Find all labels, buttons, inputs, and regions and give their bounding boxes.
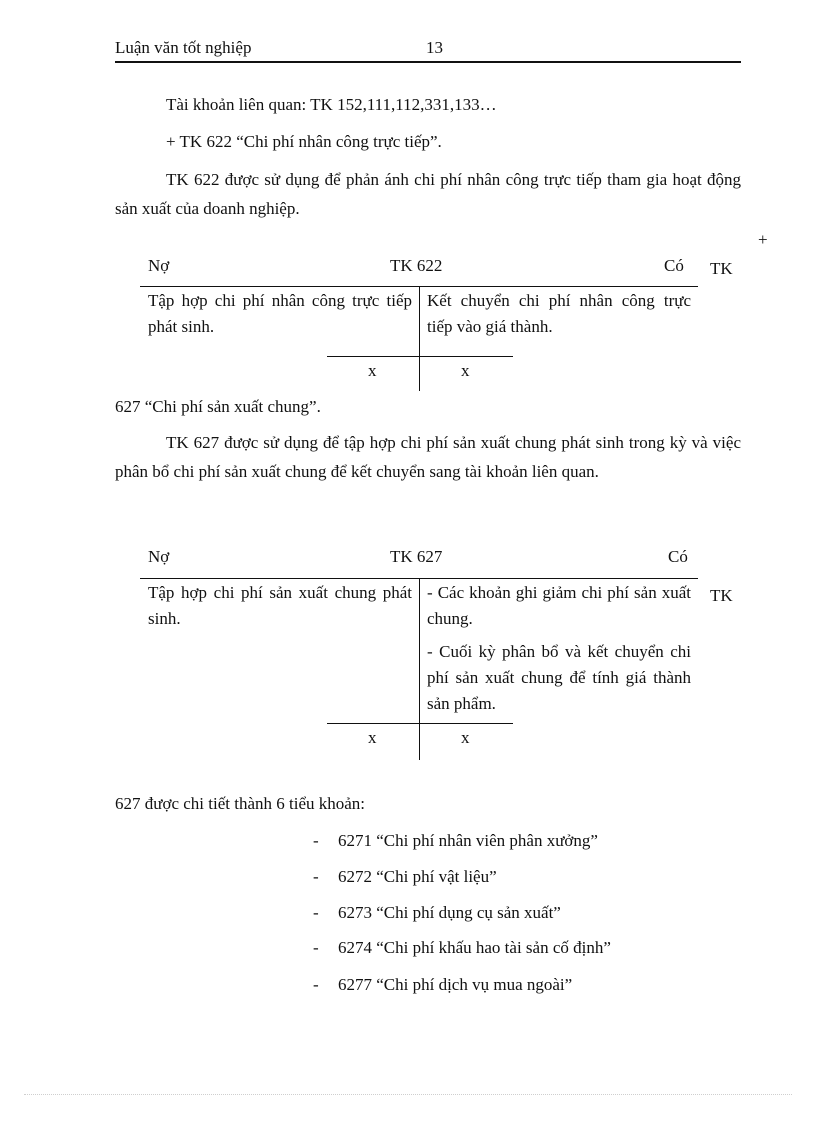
- t622-credit-balance: x: [461, 361, 470, 380]
- t622-debit-balance: x: [368, 361, 377, 380]
- list-bullet: -: [313, 903, 319, 922]
- t627-credit-entry-1: - Các khoản ghi giảm chi phí sản xuất chung.: [427, 583, 691, 628]
- t627-center-rule: [419, 578, 420, 760]
- page-bottom-border: [24, 1094, 792, 1095]
- t622-title: TK 622: [390, 256, 443, 275]
- list-bullet: -: [313, 938, 319, 957]
- list-bullet: -: [313, 867, 319, 886]
- list-item-text: 6274 “Chi phí khấu hao tài sản cố định”: [338, 938, 611, 957]
- t627-balance-rule: [327, 723, 513, 724]
- t622-credit-label: Có: [664, 256, 684, 275]
- t622-credit-entry: Kết chuyển chi phí nhân công trực tiếp vào giá thành.: [427, 291, 691, 336]
- t627-debit-balance: x: [368, 728, 377, 747]
- margin-tk-label-2: TK: [710, 586, 733, 605]
- list-item-text: 6271 “Chi phí nhân viên phân xưởng”: [338, 831, 598, 850]
- header-rule: [115, 61, 741, 63]
- t622-center-rule: [419, 286, 420, 391]
- tk627-description: TK 627 được sử dụng để tập hợp chi phí sản xuất chung phát sinh trong kỳ và việc phân bổ chi phí sản xuất chung để kết chuyển sang tài khoản liên quan.: [115, 433, 741, 481]
- t627-debit-label: Nợ: [148, 547, 170, 566]
- list-bullet: -: [313, 975, 319, 994]
- t627-credit-entry-2: - Cuối kỳ phân bổ và kết chuyển chi phí sản xuất chung để tính giá thành sản phẩm.: [427, 642, 691, 713]
- t627-credit-balance: x: [461, 728, 470, 747]
- margin-plus-mark: +: [758, 230, 768, 249]
- t622-debit-label: Nợ: [148, 256, 170, 275]
- t627-credit-label: Có: [668, 547, 688, 566]
- page-number: 13: [426, 38, 443, 57]
- related-accounts-line: Tài khoản liên quan: TK 152,111,112,331,133…: [166, 95, 497, 114]
- t627-debit-entry: Tập hợp chi phí sản xuất chung phát sinh.: [148, 583, 412, 628]
- t622-balance-rule: [327, 356, 513, 357]
- tk627-heading: 627 “Chi phí sản xuất chung”.: [115, 397, 321, 416]
- list-item-text: 6277 “Chi phí dịch vụ mua ngoài”: [338, 975, 573, 994]
- t622-debit-entry: Tập hợp chi phí nhân công trực tiếp phát sinh.: [148, 291, 412, 336]
- list-item-text: 6273 “Chi phí dụng cụ sản xuất”: [338, 903, 561, 922]
- tk622-heading: + TK 622 “Chi phí nhân công trực tiếp”.: [166, 132, 442, 151]
- t627-title: TK 627: [390, 547, 443, 566]
- list-item-text: 6272 “Chi phí vật liệu”: [338, 867, 497, 886]
- tk622-description: TK 622 được sử dụng để phản ánh chi phí nhân công trực tiếp tham gia hoạt động sản xuất của doanh nghiệp.: [115, 170, 741, 218]
- document-title: Luận văn tốt nghiệp: [115, 38, 252, 57]
- margin-tk-label-1: TK: [710, 259, 733, 278]
- list-bullet: -: [313, 831, 319, 850]
- subaccounts-intro: 627 được chi tiết thành 6 tiểu khoản:: [115, 794, 366, 813]
